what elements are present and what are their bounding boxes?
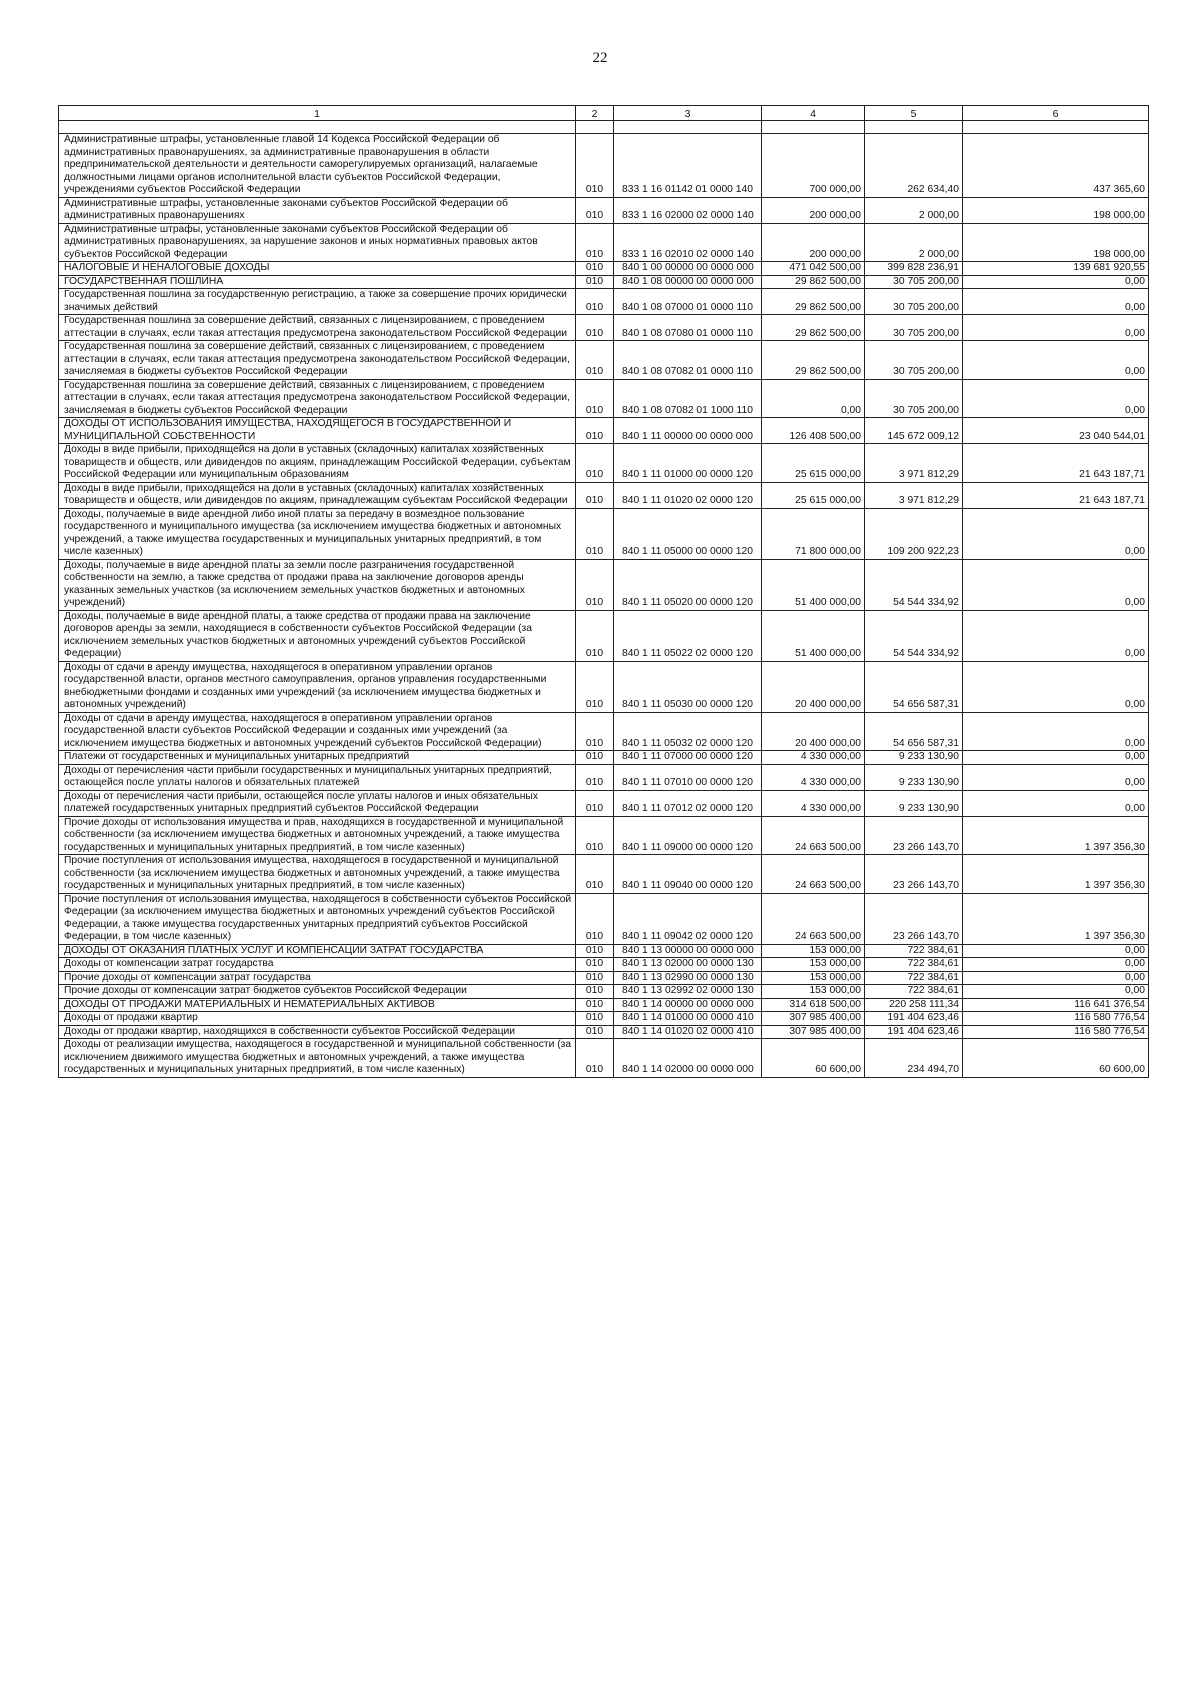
table-row [59, 855, 1149, 894]
row-line-code-cell: 010 [576, 1025, 614, 1039]
row-name-cell: Прочие поступления от использования имущества, находящегося в государственной и муниципальной собственности (за исключением имущества бюджетных и автономных учреждений, а также имущества государственных и муниципальных унитарных предприятий, в том числе казенных) [59, 855, 576, 894]
row-line-code-cell: 010 [576, 893, 614, 944]
row-col5-amount-cell: 23 266 143,70 [865, 855, 963, 894]
row-budget-code-cell: 840 1 08 07082 01 0000 110 [614, 341, 762, 380]
row-line-code-cell: 010 [576, 712, 614, 751]
row-budget-code-cell: 840 1 11 09000 00 0000 120 [614, 816, 762, 855]
row-col5-amount-cell: 30 705 200,00 [865, 275, 963, 289]
row-line-code-cell: 010 [576, 197, 614, 223]
row-name-cell: Прочие поступления от использования имущества, находящегося в собственности субъектов Российской Федерации (за исключением имущества бюджетных и автономных учреждений субъектов Российской Федерации, а также имущества государственных унитарных предприятий субъектов Российской Федерации, в том числе казенных) [59, 893, 576, 944]
table-row [59, 816, 1149, 855]
row-col4-amount-cell: 29 862 500,00 [762, 289, 865, 315]
row-name-cell: Доходы от продажи квартир, находящихся в собственности субъектов Российской Федерации [59, 1025, 576, 1039]
row-col4-amount-cell: 29 862 500,00 [762, 315, 865, 341]
row-name-cell: Доходы, получаемые в виде арендной платы за земли после разграничения государственной собственности на землю, а также средства от продажи права на заключение договоров аренды указанных земельных участков (за исключением земельных участков бюджетных и автономных учреждений) [59, 559, 576, 610]
row-budget-code-cell: 840 1 11 07012 02 0000 120 [614, 790, 762, 816]
row-budget-code-cell: 840 1 11 01020 02 0000 120 [614, 482, 762, 508]
row-line-code-cell: 010 [576, 751, 614, 765]
row-budget-code-cell: 840 1 11 05020 00 0000 120 [614, 559, 762, 610]
row-col6-amount-cell: 0,00 [963, 790, 1149, 816]
row-col4-amount-cell: 24 663 500,00 [762, 816, 865, 855]
row-line-code-cell: 010 [576, 661, 614, 712]
table-row [59, 197, 1149, 223]
column-header: 4 [762, 106, 865, 121]
row-col5-amount-cell: 722 384,61 [865, 958, 963, 972]
row-name-cell: Доходы от компенсации затрат государства [59, 958, 576, 972]
row-col5-amount-cell: 9 233 130,90 [865, 764, 963, 790]
row-col4-amount-cell: 51 400 000,00 [762, 610, 865, 661]
row-col4-amount-cell: 0,00 [762, 379, 865, 418]
row-col4-amount-cell: 700 000,00 [762, 134, 865, 198]
row-name-cell: ДОХОДЫ ОТ ОКАЗАНИЯ ПЛАТНЫХ УСЛУГ И КОМПЕНСАЦИИ ЗАТРАТ ГОСУДАРСТВА [59, 944, 576, 958]
row-budget-code-cell: 840 1 11 05030 00 0000 120 [614, 661, 762, 712]
row-col5-amount-cell: 722 384,61 [865, 971, 963, 985]
row-col4-amount-cell: 153 000,00 [762, 958, 865, 972]
row-col4-amount-cell: 24 663 500,00 [762, 893, 865, 944]
row-col5-amount-cell: 9 233 130,90 [865, 751, 963, 765]
row-budget-code-cell: 840 1 13 02000 00 0000 130 [614, 958, 762, 972]
row-col4-amount-cell: 307 985 400,00 [762, 1025, 865, 1039]
row-col6-amount-cell: 0,00 [963, 764, 1149, 790]
row-budget-code-cell: 840 1 11 05032 02 0000 120 [614, 712, 762, 751]
table-row [59, 985, 1149, 999]
row-budget-code-cell: 840 1 11 07010 00 0000 120 [614, 764, 762, 790]
row-col6-amount-cell: 0,00 [963, 559, 1149, 610]
row-col4-amount-cell: 29 862 500,00 [762, 275, 865, 289]
row-budget-code-cell: 840 1 00 00000 00 0000 000 [614, 262, 762, 276]
column-header: 2 [576, 106, 614, 121]
row-name-cell: Доходы, получаемые в виде арендной либо иной платы за передачу в возмездное пользование государственного и муниципального имущества (за исключением имущества бюджетных и автономных учреждений, а также имущества государственных и муниципальных унитарных предприятий, в том числе казенных) [59, 508, 576, 559]
row-col6-amount-cell: 60 600,00 [963, 1039, 1149, 1078]
row-col6-amount-cell: 0,00 [963, 289, 1149, 315]
row-col6-amount-cell: 116 641 376,54 [963, 998, 1149, 1012]
table-row [59, 482, 1149, 508]
row-col6-amount-cell: 0,00 [963, 985, 1149, 999]
row-col6-amount-cell: 139 681 920,55 [963, 262, 1149, 276]
page-number: 22 [592, 50, 608, 66]
row-budget-code-cell: 840 1 11 05000 00 0000 120 [614, 508, 762, 559]
row-name-cell: Государственная пошлина за совершение действий, связанных с лицензированием, с проведением аттестации в случаях, если такая аттестация предусмотрена законодательством Российской Федерации [59, 315, 576, 341]
row-col5-amount-cell: 2 000,00 [865, 197, 963, 223]
row-col6-amount-cell: 21 643 187,71 [963, 444, 1149, 483]
table-row [59, 1039, 1149, 1078]
header-spacer-row [59, 121, 1149, 134]
row-col6-amount-cell: 21 643 187,71 [963, 482, 1149, 508]
row-col6-amount-cell: 0,00 [963, 341, 1149, 380]
table-row [59, 1012, 1149, 1026]
row-col6-amount-cell: 0,00 [963, 944, 1149, 958]
row-col4-amount-cell: 200 000,00 [762, 223, 865, 262]
row-col4-amount-cell: 60 600,00 [762, 1039, 865, 1078]
row-budget-code-cell: 840 1 13 02992 02 0000 130 [614, 985, 762, 999]
row-line-code-cell: 010 [576, 985, 614, 999]
row-col6-amount-cell: 1 397 356,30 [963, 893, 1149, 944]
row-name-cell: Доходы от сдачи в аренду имущества, находящегося в оперативном управлении органов государственной власти, органов местного самоуправления, органов управления государственными внебюджетными фондами и созданных ими учреждений (за исключением имущества бюджетных и автономных учреждений) [59, 661, 576, 712]
row-budget-code-cell: 840 1 11 09040 00 0000 120 [614, 855, 762, 894]
row-line-code-cell: 010 [576, 855, 614, 894]
row-line-code-cell: 010 [576, 764, 614, 790]
table-row [59, 275, 1149, 289]
row-col5-amount-cell: 23 266 143,70 [865, 816, 963, 855]
row-name-cell: Административные штрафы, установленные законами субъектов Российской Федерации об административных правонарушениях [59, 197, 576, 223]
table-row [59, 134, 1149, 198]
row-col6-amount-cell: 198 000,00 [963, 197, 1149, 223]
row-budget-code-cell: 833 1 16 01142 01 0000 140 [614, 134, 762, 198]
row-col4-amount-cell: 20 400 000,00 [762, 712, 865, 751]
row-col6-amount-cell: 0,00 [963, 971, 1149, 985]
table-row [59, 289, 1149, 315]
row-line-code-cell: 010 [576, 998, 614, 1012]
row-col4-amount-cell: 29 862 500,00 [762, 341, 865, 380]
table-row [59, 661, 1149, 712]
row-col6-amount-cell: 0,00 [963, 958, 1149, 972]
table-row [59, 418, 1149, 444]
table-row [59, 559, 1149, 610]
row-line-code-cell: 010 [576, 418, 614, 444]
row-col5-amount-cell: 54 544 334,92 [865, 559, 963, 610]
row-col4-amount-cell: 126 408 500,00 [762, 418, 865, 444]
row-line-code-cell: 010 [576, 790, 614, 816]
row-col5-amount-cell: 54 656 587,31 [865, 712, 963, 751]
row-budget-code-cell: 840 1 11 01000 00 0000 120 [614, 444, 762, 483]
row-col6-amount-cell: 0,00 [963, 275, 1149, 289]
row-col5-amount-cell: 722 384,61 [865, 944, 963, 958]
row-budget-code-cell: 840 1 11 00000 00 0000 000 [614, 418, 762, 444]
row-line-code-cell: 010 [576, 944, 614, 958]
table-row [59, 1025, 1149, 1039]
row-col5-amount-cell: 30 705 200,00 [865, 315, 963, 341]
row-name-cell: Административные штрафы, установленные главой 14 Кодекса Российской Федерации об административных правонарушениях, за административные правонарушения в области предпринимательской деятельности и деятельности саморегулируемых организаций, налагаемые должностными лицами органов исполнительной власти субъектов Российской Федерации, учреждениями субъектов Российской Федерации [59, 134, 576, 198]
table-row [59, 958, 1149, 972]
row-col5-amount-cell: 191 404 623,46 [865, 1025, 963, 1039]
row-name-cell: Государственная пошлина за совершение действий, связанных с лицензированием, с проведением аттестации в случаях, если такая аттестация предусмотрена законодательством Российской Федерации, зачисляемая в бюджеты субъектов Российской Федерации [59, 341, 576, 380]
row-col5-amount-cell: 399 828 236,91 [865, 262, 963, 276]
row-col4-amount-cell: 307 985 400,00 [762, 1012, 865, 1026]
table-row [59, 610, 1149, 661]
row-name-cell: Доходы от перечисления части прибыли, остающейся после уплаты налогов и иных обязательных платежей государственных унитарных предприятий субъектов Российской Федерации [59, 790, 576, 816]
row-name-cell: НАЛОГОВЫЕ И НЕНАЛОГОВЫЕ ДОХОДЫ [59, 262, 576, 276]
row-col5-amount-cell: 191 404 623,46 [865, 1012, 963, 1026]
row-name-cell: ДОХОДЫ ОТ ПРОДАЖИ МАТЕРИАЛЬНЫХ И НЕМАТЕРИАЛЬНЫХ АКТИВОВ [59, 998, 576, 1012]
row-line-code-cell: 010 [576, 315, 614, 341]
row-name-cell: Доходы от сдачи в аренду имущества, находящегося в оперативном управлении органов государственной власти субъектов Российской Федерации и созданных ими учреждений (за исключением имущества бюджетных и автономных учреждений субъектов Российской Федерации) [59, 712, 576, 751]
row-col5-amount-cell: 54 656 587,31 [865, 661, 963, 712]
row-budget-code-cell: 840 1 14 02000 00 0000 000 [614, 1039, 762, 1078]
row-line-code-cell: 010 [576, 610, 614, 661]
row-col4-amount-cell: 4 330 000,00 [762, 751, 865, 765]
table-row [59, 764, 1149, 790]
row-col4-amount-cell: 4 330 000,00 [762, 764, 865, 790]
row-budget-code-cell: 833 1 16 02000 02 0000 140 [614, 197, 762, 223]
row-col5-amount-cell: 9 233 130,90 [865, 790, 963, 816]
revenue-table [58, 105, 1149, 1078]
row-name-cell: Административные штрафы, установленные законами субъектов Российской Федерации об административных правонарушениях, за нарушение законов и иных нормативных правовых актов субъектов Российской Федерации [59, 223, 576, 262]
row-col5-amount-cell: 23 266 143,70 [865, 893, 963, 944]
row-name-cell: Государственная пошлина за совершение действий, связанных с лицензированием, с проведением аттестации в случаях, если такая аттестация предусмотрена законодательством Российской Федерации, зачисляемая в бюджеты субъектов Российской Федерации [59, 379, 576, 418]
row-line-code-cell: 010 [576, 275, 614, 289]
row-col4-amount-cell: 51 400 000,00 [762, 559, 865, 610]
row-budget-code-cell: 840 1 11 09042 02 0000 120 [614, 893, 762, 944]
row-col5-amount-cell: 234 494,70 [865, 1039, 963, 1078]
row-name-cell: Платежи от государственных и муниципальных унитарных предприятий [59, 751, 576, 765]
row-name-cell: ГОСУДАРСТВЕННАЯ ПОШЛИНА [59, 275, 576, 289]
row-col4-amount-cell: 24 663 500,00 [762, 855, 865, 894]
row-col4-amount-cell: 153 000,00 [762, 971, 865, 985]
row-budget-code-cell: 840 1 14 01020 02 0000 410 [614, 1025, 762, 1039]
table-row [59, 893, 1149, 944]
row-name-cell: Доходы, получаемые в виде арендной платы, а также средства от продажи права на заключение договоров аренды за земли, находящиеся в собственности субъектов Российской Федерации (за исключением земельных участков бюджетных и автономных учреждений субъектов Российской Федерации) [59, 610, 576, 661]
table-row [59, 998, 1149, 1012]
row-budget-code-cell: 840 1 08 07080 01 0000 110 [614, 315, 762, 341]
column-header: 5 [865, 106, 963, 121]
row-col4-amount-cell: 25 615 000,00 [762, 444, 865, 483]
row-col5-amount-cell: 30 705 200,00 [865, 289, 963, 315]
row-col6-amount-cell: 0,00 [963, 610, 1149, 661]
row-name-cell: Прочие доходы от использования имущества и прав, находящихся в государственной и муниципальной собственности (за исключением имущества бюджетных и автономных учреждений, а также имущества государственных и муниципальных унитарных предприятий, в том числе казенных) [59, 816, 576, 855]
row-col5-amount-cell: 2 000,00 [865, 223, 963, 262]
row-name-cell: Государственная пошлина за государственную регистрацию, а также за совершение прочих юридически значимых действий [59, 289, 576, 315]
row-col5-amount-cell: 54 544 334,92 [865, 610, 963, 661]
row-col4-amount-cell: 20 400 000,00 [762, 661, 865, 712]
row-col5-amount-cell: 30 705 200,00 [865, 341, 963, 380]
row-name-cell: Доходы от реализации имущества, находящегося в государственной и муниципальной собственности (за исключением движимого имущества бюджетных и автономных учреждений, а также имущества государственных и муниципальных унитарных предприятий, в том числе казенных) [59, 1039, 576, 1078]
row-col4-amount-cell: 71 800 000,00 [762, 508, 865, 559]
row-col6-amount-cell: 0,00 [963, 661, 1149, 712]
row-col6-amount-cell: 198 000,00 [963, 223, 1149, 262]
table-body [59, 134, 1149, 1078]
row-budget-code-cell: 840 1 08 07000 01 0000 110 [614, 289, 762, 315]
table-row [59, 790, 1149, 816]
row-col5-amount-cell: 3 971 812,29 [865, 482, 963, 508]
table-row [59, 944, 1149, 958]
row-col5-amount-cell: 145 672 009,12 [865, 418, 963, 444]
row-budget-code-cell: 840 1 11 05022 02 0000 120 [614, 610, 762, 661]
table-row [59, 751, 1149, 765]
row-col6-amount-cell: 1 397 356,30 [963, 816, 1149, 855]
table-row [59, 315, 1149, 341]
row-name-cell: Прочие доходы от компенсации затрат государства [59, 971, 576, 985]
row-col6-amount-cell: 23 040 544,01 [963, 418, 1149, 444]
row-name-cell: Доходы в виде прибыли, приходящейся на доли в уставных (складочных) капиталах хозяйственных товариществ и обществ, или дивидендов по акциям, принадлежащим Российской Федерации, субъектам Российской Федерации или муниципальным образованиям [59, 444, 576, 483]
row-col6-amount-cell: 0,00 [963, 379, 1149, 418]
row-budget-code-cell: 833 1 16 02010 02 0000 140 [614, 223, 762, 262]
row-line-code-cell: 010 [576, 289, 614, 315]
row-line-code-cell: 010 [576, 341, 614, 380]
row-line-code-cell: 010 [576, 816, 614, 855]
row-line-code-cell: 010 [576, 958, 614, 972]
row-col6-amount-cell: 437 365,60 [963, 134, 1149, 198]
row-line-code-cell: 010 [576, 379, 614, 418]
row-line-code-cell: 010 [576, 1012, 614, 1026]
row-col6-amount-cell: 116 580 776,54 [963, 1012, 1149, 1026]
table-row [59, 223, 1149, 262]
row-budget-code-cell: 840 1 08 07082 01 1000 110 [614, 379, 762, 418]
row-col4-amount-cell: 471 042 500,00 [762, 262, 865, 276]
table-row [59, 444, 1149, 483]
column-header: 3 [614, 106, 762, 121]
row-budget-code-cell: 840 1 11 07000 00 0000 120 [614, 751, 762, 765]
row-col5-amount-cell: 30 705 200,00 [865, 379, 963, 418]
row-budget-code-cell: 840 1 13 02990 00 0000 130 [614, 971, 762, 985]
table-row [59, 712, 1149, 751]
row-col5-amount-cell: 220 258 111,34 [865, 998, 963, 1012]
row-line-code-cell: 010 [576, 444, 614, 483]
row-budget-code-cell: 840 1 08 00000 00 0000 000 [614, 275, 762, 289]
row-col4-amount-cell: 153 000,00 [762, 944, 865, 958]
row-budget-code-cell: 840 1 14 00000 00 0000 000 [614, 998, 762, 1012]
row-col6-amount-cell: 116 580 776,54 [963, 1025, 1149, 1039]
table-row [59, 379, 1149, 418]
row-col5-amount-cell: 722 384,61 [865, 985, 963, 999]
column-header: 6 [963, 106, 1149, 121]
row-col4-amount-cell: 200 000,00 [762, 197, 865, 223]
row-col5-amount-cell: 109 200 922,23 [865, 508, 963, 559]
row-line-code-cell: 010 [576, 134, 614, 198]
row-name-cell: Доходы от перечисления части прибыли государственных и муниципальных унитарных предприятий, остающейся после уплаты налогов и обязательных платежей [59, 764, 576, 790]
row-line-code-cell: 010 [576, 971, 614, 985]
row-budget-code-cell: 840 1 13 00000 00 0000 000 [614, 944, 762, 958]
table-row [59, 971, 1149, 985]
row-line-code-cell: 010 [576, 1039, 614, 1078]
row-name-cell: Прочие доходы от компенсации затрат бюджетов субъектов Российской Федерации [59, 985, 576, 999]
row-col4-amount-cell: 314 618 500,00 [762, 998, 865, 1012]
row-col6-amount-cell: 0,00 [963, 315, 1149, 341]
column-header: 1 [59, 106, 576, 121]
row-name-cell: ДОХОДЫ ОТ ИСПОЛЬЗОВАНИЯ ИМУЩЕСТВА, НАХОДЯЩЕГОСЯ В ГОСУДАРСТВЕННОЙ И МУНИЦИПАЛЬНОЙ СОБСТВЕННОСТИ [59, 418, 576, 444]
row-line-code-cell: 010 [576, 262, 614, 276]
table-header-row [59, 106, 1149, 121]
row-budget-code-cell: 840 1 14 01000 00 0000 410 [614, 1012, 762, 1026]
row-col6-amount-cell: 0,00 [963, 508, 1149, 559]
row-name-cell: Доходы в виде прибыли, приходящейся на доли в уставных (складочных) капиталах хозяйственных товариществ и обществ, или дивидендов по акциям, принадлежащим субъектам Российской Федерации [59, 482, 576, 508]
row-col5-amount-cell: 3 971 812,29 [865, 444, 963, 483]
table-row [59, 508, 1149, 559]
row-line-code-cell: 010 [576, 482, 614, 508]
table-row [59, 262, 1149, 276]
row-col4-amount-cell: 153 000,00 [762, 985, 865, 999]
row-col6-amount-cell: 1 397 356,30 [963, 855, 1149, 894]
row-col6-amount-cell: 0,00 [963, 751, 1149, 765]
row-line-code-cell: 010 [576, 559, 614, 610]
row-col5-amount-cell: 262 634,40 [865, 134, 963, 198]
row-col4-amount-cell: 25 615 000,00 [762, 482, 865, 508]
row-line-code-cell: 010 [576, 508, 614, 559]
row-col4-amount-cell: 4 330 000,00 [762, 790, 865, 816]
row-line-code-cell: 010 [576, 223, 614, 262]
row-name-cell: Доходы от продажи квартир [59, 1012, 576, 1026]
table-row [59, 341, 1149, 380]
row-col6-amount-cell: 0,00 [963, 712, 1149, 751]
